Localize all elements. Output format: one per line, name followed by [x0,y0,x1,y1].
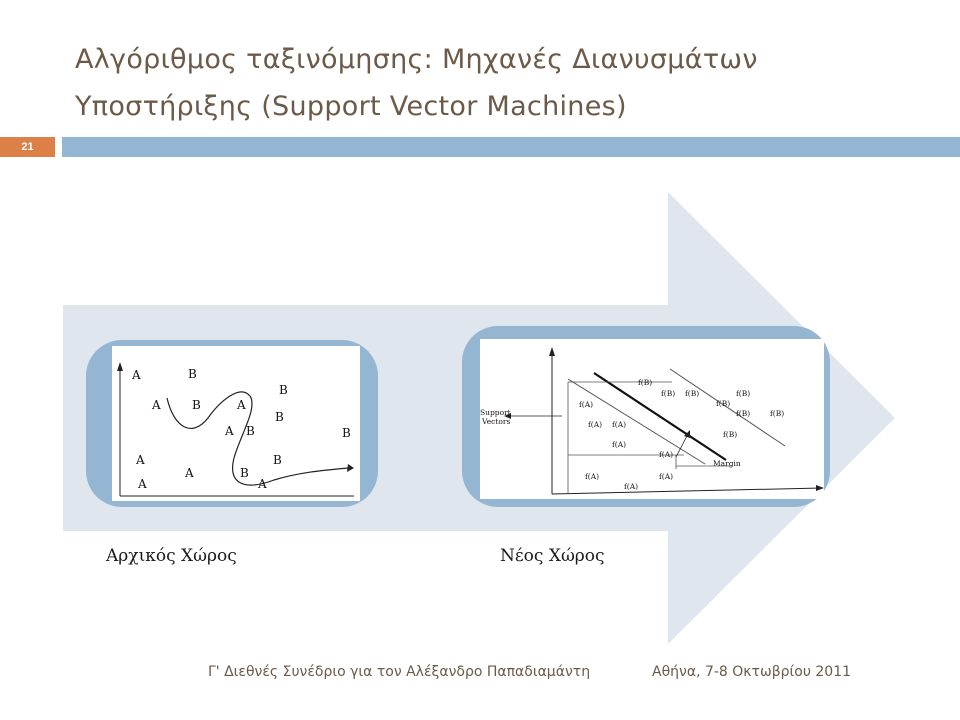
class-a-label: f(A) [659,472,674,481]
slide-title-line1: Αλγόριθμος ταξινόμησης: Μηχανές Διανυσμάτων [75,44,758,75]
point-label: A [225,424,234,438]
slide-number: 21 [0,137,55,157]
footer-date: Αθήνα, 7-8 Οκτωβρίου 2011 [652,664,852,680]
class-b-label: f(B) [716,399,731,408]
point-label: A [152,398,161,412]
class-b-label: f(B) [736,389,751,398]
point-label: B [246,424,255,438]
point-label: B [273,453,282,467]
class-a-label: f(A) [612,440,627,449]
point-label: A [136,453,145,467]
footer-conference: Γ' Διεθνές Συνέδριο για τον Αλέξανδρο Παπαδιαμάντη [208,664,591,680]
class-a-label: f(A) [579,400,594,409]
new-space-panel [462,326,830,507]
slide-title-line2: Υποστήριξης (Support Vector Machines) [75,91,627,122]
class-b-label: f(B) [723,430,738,439]
point-label: A [237,398,246,412]
class-b-label: f(B) [685,389,700,398]
class-b-label: f(B) [638,378,653,387]
class-a-label: f(A) [588,420,603,429]
class-b-label: f(B) [661,389,676,398]
point-label: B [240,466,249,480]
point-label: A [138,477,147,491]
new-space-diagram [480,339,824,499]
class-b-label: f(B) [770,409,785,418]
class-a-label: f(A) [612,420,627,429]
point-label: B [188,367,197,381]
class-b-label: f(B) [736,409,751,418]
new-space-caption: Νέος Χώρος [500,546,605,566]
class-a-label: f(A) [659,450,674,459]
support-vectors-label: Support [480,408,511,417]
point-label: A [132,368,141,382]
point-label: B [279,383,288,397]
original-space-panel [86,340,378,507]
point-label: A [185,466,194,480]
point-label: B [342,426,351,440]
point-label: B [192,398,201,412]
class-a-label: f(A) [624,482,639,491]
original-space-caption: Αρχικός Χώρος [106,546,237,566]
support-vectors-label: Vectors [482,417,511,426]
class-a-label: f(A) [585,472,600,481]
point-label: A [258,477,267,491]
original-space-diagram [112,346,360,501]
margin-label: Margin [713,459,741,468]
point-label: B [275,410,284,424]
